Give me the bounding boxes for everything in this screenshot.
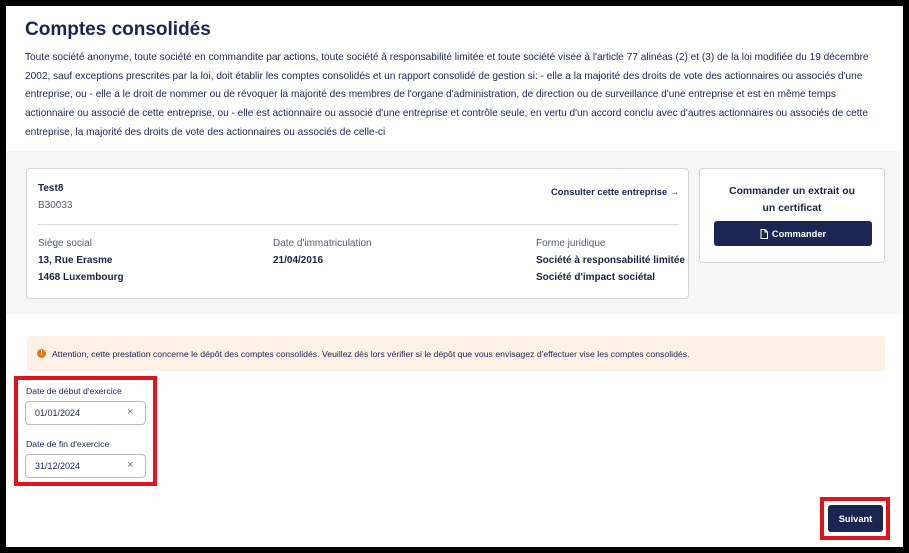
registered-office-city: 1468 Luxembourg <box>38 272 124 283</box>
order-card-title <box>700 183 884 217</box>
clear-start-date-icon[interactable]: × <box>127 406 134 418</box>
registered-office-label: Siège social <box>38 238 92 249</box>
company-name: Test8 <box>38 183 64 194</box>
order-button[interactable] <box>714 221 872 246</box>
date-fields-highlight <box>14 376 157 486</box>
registered-office-address: 13, Rue Erasme <box>38 255 113 266</box>
clear-end-date-icon[interactable]: × <box>127 459 134 471</box>
start-date-label: Date de début d'exercice <box>26 386 122 396</box>
order-card-title-line1: Commander un extrait ou <box>729 186 855 197</box>
page-frame <box>6 6 903 547</box>
page-title: Comptes consolidés <box>25 19 211 40</box>
legal-form-label: Forme juridique <box>536 238 606 249</box>
document-icon <box>760 229 768 239</box>
order-button-label: Commander <box>771 228 827 239</box>
legal-form-secondary: Société d'impact sociétal <box>536 272 656 283</box>
registration-date: 21/04/2016 <box>273 255 324 266</box>
info-icon: ! <box>37 349 46 358</box>
consult-company-link[interactable]: Consulter cette entreprise → <box>551 186 680 197</box>
legal-form: Société à responsabilité limitée <box>536 255 685 266</box>
end-date-label: Date de fin d'exercice <box>26 439 110 449</box>
warning-text: Attention, cette prestation concerne le dépôt des comptes consolidés. Veuillez dès lors vérifier si le dépôt que vous envisagez d'effectuer vise les comptes consolidés. <box>52 348 690 359</box>
next-button-highlight <box>820 497 890 540</box>
next-button[interactable]: Suivant <box>828 505 883 532</box>
order-card-title-line2: un certificat <box>762 203 822 214</box>
company-number: B30033 <box>38 200 73 211</box>
divider <box>38 224 679 225</box>
company-card <box>26 168 689 299</box>
registration-date-label: Date d'immatriculation <box>273 238 372 249</box>
order-card <box>699 168 885 263</box>
intro-text: Toute société anonyme, toute société en commandite par actions, toute société à responsabilité limitée et toute société visée à l'article 77 alinéas (2) et (3) de la loi modifiée du 19 décembre 2002, sauf exceptions prescrites par la loi, doit établir les comptes consolidés et un rapport consolidé de gestion si: - elle a la majorité des droits de vote des actionnaires ou associés d'une entreprise, ou - elle a le droit de nommer ou de révoquer la majorité des membres de l'organe d'administration, de direction ou de surveillance d'une entreprise et est en même temps actionnaire ou associé de cette entreprise, ou - elle est actionnaire ou associé d'une entreprise et contrôle seule, en vertu d'un accord conclu avec d'autres actionnaires ou associés de cette entreprise, la majorité des droits de vote des actionnaires ou associés de celle-ci <box>25 52 869 138</box>
warning-alert <box>27 336 885 371</box>
